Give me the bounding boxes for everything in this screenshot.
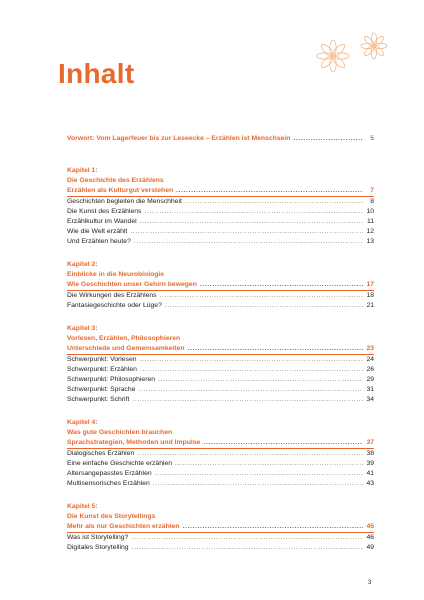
toc-entry-label: Die Wirkungen des Erzählens [67, 292, 157, 299]
toc-leader [132, 543, 363, 553]
toc-entry-page: 41 [366, 470, 374, 477]
toc-leader [175, 459, 363, 469]
toc-leader [134, 237, 363, 247]
toc-entry-page: 26 [366, 366, 374, 373]
chapter-3-title: Vorlesen, Erzählen, Philosophieren [67, 335, 181, 342]
toc-entry-label: Mehr als nur Geschichten erzählen [67, 523, 180, 530]
toc-entry[interactable] [67, 355, 374, 365]
toc-entry-label: Erzählkultur im Wandel [67, 218, 137, 225]
chapter-4-title: Was gute Geschichten brauchen [67, 429, 173, 436]
toc-entry-page: 37 [366, 439, 374, 446]
toc-leader [158, 375, 363, 385]
toc-leader [165, 301, 363, 311]
toc-entry[interactable] [67, 395, 374, 405]
page-title: Inhalt [58, 58, 135, 89]
chapter-1-main-entry[interactable] [67, 186, 374, 197]
toc-entry-label: Die Kunst des Erzählens [67, 208, 142, 215]
chapter-2-number: Kapitel 2: [67, 261, 98, 268]
toc-entry-page: 49 [366, 544, 374, 551]
toc-entry[interactable] [67, 479, 374, 489]
toc-leader [203, 438, 363, 448]
toc-leader [183, 522, 363, 532]
toc-entry[interactable] [67, 217, 374, 227]
toc-entry-page: 39 [366, 460, 374, 467]
toc-entry[interactable] [67, 543, 374, 553]
toc-leader [140, 217, 363, 227]
toc-leader [187, 344, 363, 354]
toc-entry-page: 5 [370, 135, 374, 142]
toc-leader [200, 280, 363, 290]
chapter-4-main-entry[interactable] [67, 438, 374, 449]
toc-entry-label: Schwerpunkt: Philosophieren [67, 376, 156, 383]
toc-entry-page: 17 [366, 281, 374, 288]
toc-leader [138, 385, 363, 395]
toc-entry-page: 10 [366, 208, 374, 215]
toc-entry-label: Wie Geschichten unser Gehirn bewegen [67, 281, 197, 288]
toc-leader [131, 533, 363, 543]
toc-leader [140, 365, 363, 375]
table-of-contents [67, 134, 374, 553]
toc-entry[interactable] [67, 301, 374, 311]
toc-entry-label: Wie die Welt erzählt [67, 228, 128, 235]
toc-entry[interactable] [67, 197, 374, 207]
toc-entry[interactable] [67, 365, 374, 375]
toc-entry[interactable] [67, 385, 374, 395]
toc-entry-label: Unterschiede und Gemeinsamkeiten [67, 345, 185, 352]
toc-entry-page: 46 [366, 534, 374, 541]
toc-entry-label: Altersangepasstes Erzählen [67, 470, 152, 477]
toc-entry[interactable] [67, 207, 374, 217]
toc-entry[interactable] [67, 237, 374, 247]
toc-entry-label: Und Erzählen heute? [67, 238, 131, 245]
toc-entry-page: 12 [366, 228, 374, 235]
toc-entry-page: 23 [366, 345, 374, 352]
toc-entry[interactable] [67, 227, 374, 237]
toc-leader [144, 207, 363, 217]
toc-leader [155, 469, 363, 479]
toc-entry-label: Multisensorisches Erzählen [67, 480, 150, 487]
toc-entry-page: 38 [366, 450, 374, 457]
toc-entry-label: Geschichten begleiten die Menschheit [67, 198, 182, 205]
toc-entry-label: Digitales Storytelling [67, 544, 129, 551]
chapter-3-number: Kapitel 3: [67, 325, 98, 332]
toc-leader [130, 227, 363, 237]
toc-entry-page: 31 [366, 386, 374, 393]
toc-entry[interactable] [67, 449, 374, 459]
toc-entry[interactable] [67, 459, 374, 469]
toc-entry-page: 8 [370, 198, 374, 205]
toc-leader [160, 291, 363, 301]
chapter-4-number: Kapitel 4: [67, 419, 98, 426]
toc-entry-page: 34 [366, 396, 374, 403]
toc-entry-page: 18 [366, 292, 374, 299]
toc-entry-label: Schwerpunkt: Vorlesen [67, 356, 137, 363]
toc-entry-page: 29 [366, 376, 374, 383]
toc-entry-vorwort[interactable] [67, 134, 374, 144]
toc-entry-page: 13 [366, 238, 374, 245]
toc-leader [140, 355, 363, 365]
toc-leader [137, 449, 363, 459]
toc-entry-label: Schwerpunkt: Schrift [67, 396, 130, 403]
toc-entry-label: Sprachstrategien, Methoden und Impulse [67, 439, 201, 446]
toc-leader [153, 479, 363, 489]
toc-leader [185, 197, 363, 207]
chapter-2-title: Einblicke in die Neurobiologie [67, 271, 165, 278]
toc-leader [132, 395, 363, 405]
toc-entry-page: 43 [366, 480, 374, 487]
toc-entry[interactable] [67, 375, 374, 385]
toc-leader [293, 134, 363, 144]
toc-entry-page: 7 [370, 187, 374, 194]
chapter-1-title: Die Geschichte des Erzählens [67, 177, 164, 184]
toc-entry-page: 24 [366, 356, 374, 363]
toc-entry-label: Erzählen als Kulturgut verstehen [67, 187, 174, 194]
toc-entry-label: Eine einfache Geschichte erzählen [67, 460, 173, 467]
toc-entry[interactable] [67, 469, 374, 479]
toc-entry[interactable] [67, 291, 374, 301]
chapter-1-number: Kapitel 1: [67, 167, 98, 174]
toc-entry-label: Schwerpunkt: Sprache [67, 386, 136, 393]
toc-entry[interactable] [67, 533, 374, 543]
chapter-5-number: Kapitel 5: [67, 503, 98, 510]
chapter-2-main-entry[interactable] [67, 280, 374, 291]
toc-entry-label: Fantasiegeschichte oder Lüge? [67, 302, 162, 309]
toc-leader [176, 186, 363, 196]
toc-entry-label: Schwerpunkt: Erzählen [67, 366, 137, 373]
chapter-3-main-entry[interactable] [67, 344, 374, 355]
flower-decoration-icon [298, 30, 398, 80]
page-number: 3 [368, 580, 372, 586]
toc-entry-label: Was ist Storytelling? [67, 534, 129, 541]
toc-entry-label: Dialogisches Erzählen [67, 450, 135, 457]
toc-entry-label: Vorwort: Vom Lagerfeuer bis zur Leseecke – Erzählen ist Menschsein [67, 135, 291, 142]
toc-entry-page: 21 [366, 302, 374, 309]
chapter-5-main-entry[interactable] [67, 522, 374, 533]
toc-entry-page: 45 [366, 523, 374, 530]
chapter-5-title: Die Kunst des Storytellings [67, 513, 156, 520]
toc-entry-page: 11 [366, 218, 374, 225]
